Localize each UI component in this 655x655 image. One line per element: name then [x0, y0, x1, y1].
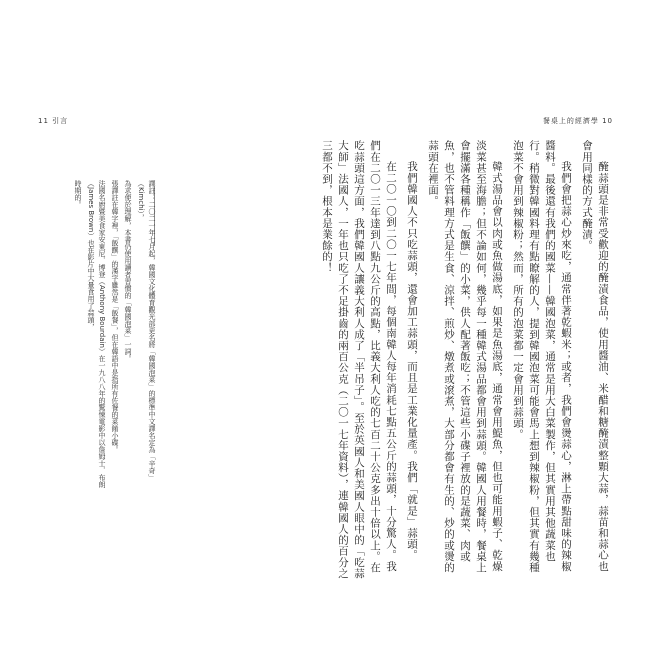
footnotes: [70, 180, 157, 510]
page-header-left: 11 引言: [38, 117, 69, 125]
footnote: 張譯註在韓字裡，「飯饌」的漢字雖然是「飯餐」，但在韓語中是指所有佐餐的菜餚小碟。: [111, 180, 119, 453]
footnote: 譯註：二〇二一年七月起，韓國文化體育觀光部更名將「韓國泡菜」的標準中文譯名定為「辛奇」（Kimchi），: [137, 180, 156, 481]
paragraph: 醃蒜頭是非常受歡迎的醃漬食品，使用醬油、米醋和糖醃漬整顆大蒜，蒜苗和蒜心也會用同樣的方式醃漬。: [581, 140, 609, 572]
footnote: 為求便於理解，本書仍使用讀者習慣的「韓國泡菜」一詞。: [124, 180, 132, 362]
paragraph: 我們會把蒜心炒來吃，通常伴著乾蝦米；或者，我們會燙蒜心，淋上帶點甜味的辣椒醬料。最後還有我們的國菜——韓國泡菜，通常是用大白菜製作，但其實用其他蔬菜也行。稍微對韓國料理有點瞭解的人，提到韓國泡菜可能會馬上想到辣椒粉，但其實有幾種泡菜不會用到辣椒粉；然而，所有的泡菜都一定會用到蒜頭。: [512, 140, 572, 573]
page-header-right: 餐桌上的經濟學 10: [542, 117, 613, 125]
paragraph: 在二〇一〇到二〇一七年間，每個南韓人每年消耗七點五公斤的蒜頭，十分驚人。我們在二〇一三年達到八點九公斤的高點，比義大利人吃的七百二十公克多出十倍以上。在吃蒜頭這方面，我們韓國人讓義大利人成了「半吊子」。至於英國人和美國人眼中的「吃蒜大師」法國人，一年也只吃了不足掛齒的兩百公克（二〇一七年資料），連韓國人的百分之三都不到，根本是業餘的！: [321, 140, 397, 579]
paragraph: 韓式湯品會以肉或魚做湯底，如果是魚湯底，通常會用鯷魚，但也可能用蝦子、乾燥淡菜甚至海膽；但不論如何，幾乎每一種韓式湯品都會用到蒜頭。韓國人用餐時，餐桌上會擺滿各種稱作「飯饌」的小菜，供人配著飯吃；不管這些小碟子裡放的是蔬菜、肉或魚，也不管料理方式是生食、涼拌、煎炒、燉煮或滾煮，大部分都會有生的、炒的或燙的蒜頭在裡面。: [427, 140, 503, 573]
paragraph: 我們韓國人不只吃蒜頭，還會加工蒜頭，而且是工業化量產。我們「就是」蒜頭。: [406, 161, 418, 561]
footnote: 時期的。: [74, 180, 82, 208]
footnote: 法國名廚暨美食家安東尼．博登（Anthony Bourdain）在一九八八年的驚悚電影中以詹姆士．布朗（James Brown）也在影片中大量食用了蒜頭，: [87, 180, 106, 488]
